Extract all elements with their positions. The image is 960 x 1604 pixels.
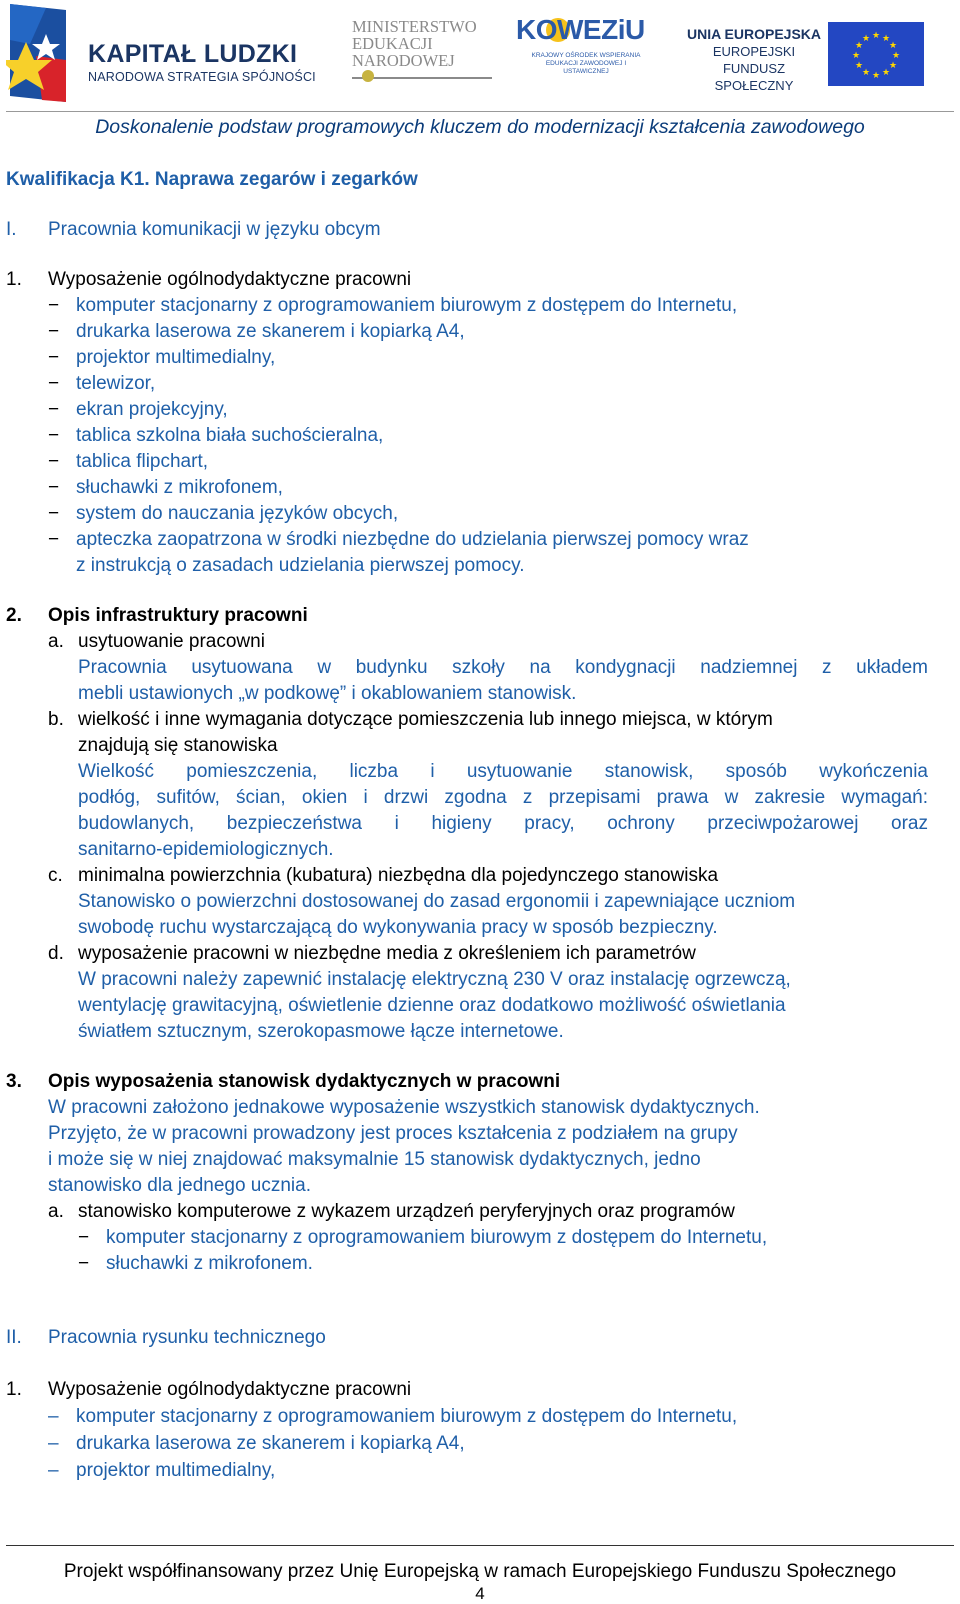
svg-text:★: ★ (871, 71, 881, 81)
list-bullet: − (78, 1253, 90, 1274)
sub-b-text-line: budowlanych, bezpieczeństwa i higieny pracy, ochrony przeciwpożarowej oraz (78, 813, 928, 834)
sub-d-text-line: wentylację grawitacyjną, oświetlenie dzienne oraz dodatkowo możliwość oświetlania (78, 995, 786, 1016)
s2-point-1-number: 1. (6, 1379, 22, 1400)
svg-text:★: ★ (881, 34, 891, 44)
section-2-number: II. (6, 1327, 22, 1348)
ue-line-1: UNIA EUROPEJSKA (686, 26, 822, 42)
list-item: komputer stacjonarny z oprogramowaniem biurowym z dostępem do Internetu, (106, 1227, 768, 1248)
list-bullet: – (48, 1433, 59, 1454)
list-item: komputer stacjonarny z oprogramowaniem biurowym z dostępem do Internetu, (76, 295, 738, 316)
header-rule (6, 111, 954, 112)
s1-point-3-text-line: i może się w niej znajdować maksymalnie 15 stanowisk dydaktycznych, jedno (48, 1149, 701, 1170)
sub-d-text-line: światłem sztucznym, szerokopasmowe łącze internetowe. (78, 1021, 564, 1042)
list-item: ekran projekcyjny, (76, 399, 228, 420)
s1-point-2-number: 2. (6, 605, 22, 626)
sub-a-text-line: Pracownia usytuowana w budynku szkoły na kondygnacji nadziemnej z układem (78, 657, 928, 678)
svg-text:★: ★ (871, 31, 881, 41)
sub-c-text-line: swobodę ruchu wystarczającą do wykonywania pracy w sposób bezpieczny. (78, 917, 718, 938)
sub-c-text-line: Stanowisko o powierzchni dostosowanej do zasad ergonomii i zapewniające uczniom (78, 891, 796, 912)
ministerstwo-edukacji-text: MINISTERSTWO EDUKACJI NARODOWEJ (352, 17, 477, 70)
unia-europejska-text (686, 26, 822, 94)
kapital-ludzki-flag-icon (6, 4, 66, 102)
s1-point-3-title: Opis wyposażenia stanowisk dydaktycznych w pracowni (48, 1071, 561, 1092)
sub-b-text-line: sanitarno-epidemiologicznych. (78, 839, 334, 860)
svg-text:★: ★ (888, 41, 898, 51)
ministerstwo-dot-icon (362, 70, 374, 82)
sub-c-title: minimalna powierzchnia (kubatura) niezbędna dla pojedynczego stanowiska (78, 865, 719, 886)
svg-text:★: ★ (851, 51, 861, 61)
sub-d-text-line: W pracowni należy zapewnić instalację elektryczną 230 V oraz instalację ogrzewczą, (78, 969, 791, 990)
sub-d-title: wyposażenie pracowni w niezbędne media z określeniem ich parametrów (78, 943, 696, 964)
list-item: tablica szkolna biała suchościeralna, (76, 425, 384, 446)
s1-point-1-number: 1. (6, 269, 22, 290)
s1-p3-sub-a-label: a. (48, 1201, 64, 1222)
footer-rule (6, 1545, 954, 1546)
svg-text:★: ★ (888, 61, 898, 71)
list-bullet: − (48, 399, 60, 420)
kapital-ludzki-title: KAPITAŁ LUDZKI (88, 40, 298, 68)
list-item: drukarka laserowa ze skanerem i kopiarką A4, (76, 321, 465, 342)
svg-text:★: ★ (854, 41, 864, 51)
list-item: telewizor, (76, 373, 156, 394)
list-bullet: − (48, 451, 60, 472)
sub-c-label: c. (48, 865, 63, 886)
list-bullet: − (48, 477, 60, 498)
section-1-title: Pracownia komunikacji w języku obcym (48, 219, 381, 240)
sub-d-label: d. (48, 943, 64, 964)
list-bullet: – (48, 1406, 59, 1427)
svg-text:★: ★ (891, 51, 901, 61)
list-item: drukarka laserowa ze skanerem i kopiarką A4, (76, 1433, 465, 1454)
s1-point-3-text-line: W pracowni założono jednakowe wyposażenie wszystkich stanowisk dydaktycznych. (48, 1097, 760, 1118)
sub-a-label: a. (48, 631, 64, 652)
list-bullet: − (48, 529, 60, 550)
footer-text: Projekt współfinansowany przez Unię Europejską w ramach Europejskiego Funduszu Społecznego (63, 1561, 897, 1582)
list-bullet: − (48, 373, 60, 394)
page-number: 4 (475, 1584, 485, 1603)
s1-point-3-number: 3. (6, 1071, 22, 1092)
s1-point-3-text-line: stanowisko dla jednego ucznia. (48, 1175, 312, 1196)
header-logos (0, 0, 960, 112)
s1-point-3-text-line: Przyjęto, że w pracowni prowadzony jest proces kształcenia z podziałem na grupy (48, 1123, 738, 1144)
s1-point-2-title: Opis infrastruktury pracowni (48, 605, 308, 626)
list-item: system do nauczania języków obcych, (76, 503, 399, 524)
svg-text:★: ★ (861, 34, 871, 44)
list-item: komputer stacjonarny z oprogramowaniem biurowym z dostępem do Internetu, (76, 1406, 738, 1427)
ministerstwo-edukacji-logo (352, 18, 502, 88)
list-item-continuation: z instrukcją o zasadach udzielania pierwszej pomocy. (76, 555, 525, 576)
s1-p3-sub-a-title: stanowisko komputerowe z wykazem urządzeń peryferyjnych oraz programów (78, 1201, 735, 1222)
svg-text:★: ★ (861, 68, 871, 78)
list-item: projektor multimedialny, (76, 1460, 276, 1481)
svg-text:★: ★ (854, 61, 864, 71)
list-item: apteczka zaopatrzona w środki niezbędne do udzielania pierwszej pomocy wraz (76, 529, 749, 550)
list-item: słuchawki z mikrofonem. (106, 1253, 313, 1274)
kapital-ludzki-logo (6, 4, 316, 104)
list-item: projektor multimedialny, (76, 347, 276, 368)
sub-b-title-line: wielkość i inne wymagania dotyczące pomieszczenia lub innego miejsca, w którym (78, 709, 773, 730)
list-item: słuchawki z mikrofonem, (76, 477, 283, 498)
s2-point-1-title: Wyposażenie ogólnodydaktyczne pracowni (48, 1379, 412, 1400)
list-item: tablica flipchart, (76, 451, 209, 472)
ue-line-2: EUROPEJSKI (712, 44, 796, 59)
section-1-number: I. (6, 219, 17, 240)
sub-b-text-line: podłóg, sufitów, ścian, okien i drzwi zgodna z przepisami prawa w zakresie wymagań: (78, 787, 928, 808)
s1-point-1-title: Wyposażenie ogólnodydaktyczne pracowni (48, 269, 412, 290)
sub-b-text-line: Wielkość pomieszczenia, liczba i usytuowanie stanowisk, sposób wykończenia (78, 761, 928, 782)
qualification-title: Kwalifikacja K1. Naprawa zegarów i zegarków (6, 169, 418, 190)
kapital-ludzki-subtitle: NARODOWA STRATEGIA SPÓJNOŚCI (88, 70, 316, 84)
koweziu-title: KOWEZiU (516, 14, 645, 45)
list-bullet: − (48, 347, 60, 368)
ue-line-3: FUNDUSZ SPOŁECZNY (714, 61, 794, 93)
sub-a-title: usytuowanie pracowni (78, 631, 265, 652)
list-bullet: − (78, 1227, 90, 1248)
sub-b-label: b. (48, 709, 64, 730)
header-caption: Doskonalenie podstaw programowych kluczem do modernizacji kształcenia zawodowego (95, 116, 865, 138)
list-bullet: − (48, 295, 60, 316)
sub-b-title-line: znajdują się stanowiska (78, 735, 278, 756)
list-bullet: – (48, 1460, 59, 1481)
sub-a-text-line: mebli ustawionych „w podkowę” i okablowaniem stanowisk. (78, 683, 577, 704)
list-bullet: − (48, 503, 60, 524)
list-bullet: − (48, 321, 60, 342)
svg-text:★: ★ (881, 68, 891, 78)
unia-europejska-logo (686, 22, 936, 92)
eu-flag-icon (828, 22, 924, 86)
section-2-title: Pracownia rysunku technicznego (48, 1327, 326, 1348)
koweziu-logo (516, 14, 646, 84)
list-bullet: − (48, 425, 60, 446)
koweziu-subtitle: KRAJOWY OŚRODEK WSPIERANIA EDUKACJI ZAWODOWEJ I USTAWICZNEJ (531, 52, 641, 75)
